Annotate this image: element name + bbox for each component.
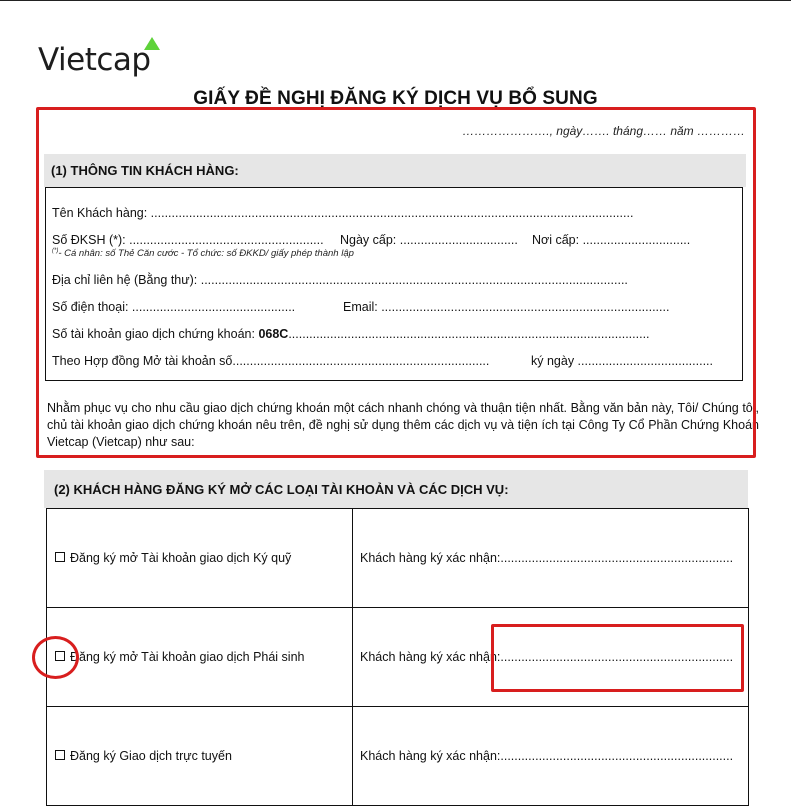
date-line[interactable]: …………………., ngày……. tháng…… năm ………… <box>462 124 745 138</box>
account-prefix: 068C <box>258 327 289 341</box>
logo-triangle-icon <box>144 37 160 50</box>
checkbox-icon[interactable] <box>55 750 65 760</box>
table-row <box>47 707 749 806</box>
customer-name-field[interactable]: Tên Khách hàng: ........................................................................................................................................... <box>52 206 634 220</box>
checkbox-icon[interactable] <box>55 552 65 562</box>
highlight-checkbox-circle <box>32 636 79 679</box>
note-marker: (*) <box>52 248 59 254</box>
note-text: - Cá nhân: số Thẻ Căn cước - Tổ chức: số ĐKKD/ giấy phép thành lập <box>58 248 354 260</box>
issue-date-field[interactable]: Ngày cấp: .................................. <box>340 233 518 247</box>
service-option-online[interactable] <box>47 707 353 806</box>
highlight-customer-info <box>36 107 756 458</box>
intro-paragraph: Nhằm phục vụ cho nhu cầu giao dịch chứng khoán một cách nhanh chóng và thuận tiện nhất. Bằng văn bản này, Tôi/ Chúng tôi, chủ tài khoản giao dịch chứng khoán nêu trên, đề nghị sử dụng thêm các dịch vụ và tiện ích tại Công Ty Cổ Phần Chứng Khoán Vietcap (Vietcap) như sau: <box>47 401 759 449</box>
page-top-border <box>0 0 791 1</box>
account-label: Số tài khoản giao dịch chứng khoán: <box>52 327 259 341</box>
phone-field[interactable]: Số điện thoại: ............................................... <box>52 300 296 314</box>
signature-confirm-online[interactable]: Khách hàng ký xác nhận:................................................................... <box>353 707 749 806</box>
contract-date-field[interactable]: ký ngày ....................................... <box>531 354 713 368</box>
section2-header: (2) KHÁCH HÀNG ĐĂNG KÝ MỞ CÁC LOẠI TÀI KHOẢN VÀ CÁC DỊCH VỤ: <box>44 470 748 508</box>
vietcap-logo <box>38 42 151 82</box>
document-title: GIẤY ĐỀ NGHỊ ĐĂNG KÝ DỊCH VỤ BỔ SUNG <box>193 88 598 109</box>
signature-confirm-margin[interactable]: Khách hàng ký xác nhận:................................................................... <box>353 509 749 608</box>
logo-text: Vietcap <box>38 42 151 78</box>
email-field[interactable]: Email: ................................................................................... <box>343 300 670 314</box>
table-row <box>47 509 749 608</box>
service-label: Đăng ký Giao dịch trực tuyến <box>70 749 232 763</box>
account-dots: ........................................................................................................ <box>288 327 650 341</box>
issue-place-field[interactable]: Nơi cấp: ............................... <box>532 233 691 247</box>
section1-header: (1) THÔNG TIN KHÁCH HÀNG: <box>44 154 746 187</box>
service-option-margin[interactable] <box>47 509 353 608</box>
service-label: Đăng ký mở Tài khoản giao dịch Ký quỹ <box>70 551 292 565</box>
signature-confirm-derivatives[interactable]: Khách hàng ký xác nhận:................................................................... <box>353 608 749 707</box>
contract-number-field[interactable]: Theo Hợp đồng Mở tài khoản số.......................................................................... <box>52 354 490 368</box>
service-label: Đăng ký mở Tài khoản giao dịch Phái sinh <box>70 650 305 664</box>
address-field[interactable]: Địa chỉ liên hệ (Bằng thư): ........................................................................................................................... <box>52 273 628 287</box>
highlight-signature-area <box>491 624 744 692</box>
id-number-field[interactable]: Số ĐKSH (*): ........................................................ <box>52 233 324 247</box>
service-option-derivatives[interactable] <box>47 608 353 707</box>
